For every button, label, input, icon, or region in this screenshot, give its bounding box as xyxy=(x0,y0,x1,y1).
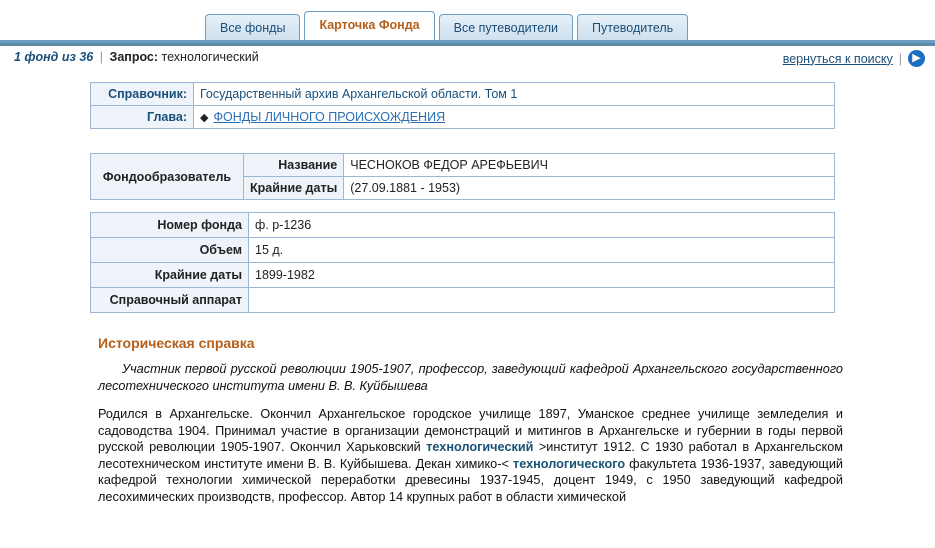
table-row xyxy=(91,263,835,288)
tab-list xyxy=(205,11,688,40)
table-row xyxy=(91,83,835,106)
tab-underline xyxy=(0,40,935,43)
reference-table xyxy=(90,82,835,129)
query-bar-right xyxy=(783,50,925,67)
historical-note-lead: Участник первой русской революции 1905-1907, профессор, заведующий кафедрой Архангельского государственного лесотехнического института имени В. В. Куйбышева xyxy=(98,362,843,393)
query-label: Запрос: xyxy=(109,50,159,64)
founder-dates-label: Крайние даты xyxy=(244,177,344,200)
extreme-dates-value: 1899-1982 xyxy=(249,263,835,288)
chapter-cell xyxy=(194,106,835,129)
founder-block-label: Фондообразователь xyxy=(91,154,244,200)
hist-highlight-2: технологического xyxy=(512,456,626,471)
historical-note-text xyxy=(98,406,843,505)
content-area xyxy=(0,72,935,505)
result-count: 1 фонд из 36 xyxy=(14,50,94,64)
table-row xyxy=(91,154,835,177)
hist-text-3: факультета 1936-1937, заведующий кафедрой технологии химической переработки древесины 1937-1945, доцент 1949, с 1950 заведующий кафедрой лесохимических производств, профессор. Автор 14 крупных работ в области химической xyxy=(98,456,844,504)
fund-number-label: Номер фонда xyxy=(91,213,249,238)
query-bar xyxy=(0,46,935,72)
finding-aid-label: Справочный аппарат xyxy=(91,288,249,313)
query-separator: | xyxy=(99,50,103,64)
spacer xyxy=(90,129,885,153)
volume-value: 15 д. xyxy=(249,238,835,263)
hist-highlight-1: технологический xyxy=(426,440,534,454)
tab-bar xyxy=(0,0,935,46)
tab-all-funds[interactable]: Все фонды xyxy=(205,14,300,40)
guide-label: Справочник: xyxy=(91,83,194,106)
table-row xyxy=(91,238,835,263)
extreme-dates-label: Крайние даты xyxy=(91,263,249,288)
table-row xyxy=(91,106,835,129)
founder-name-value: ЧЕСНОКОВ ФЕДОР АРЕФЬЕВИЧ xyxy=(344,154,835,177)
back-to-search-link[interactable]: вернуться к поиску xyxy=(782,51,893,66)
fund-number-value: ф. р-1236 xyxy=(249,213,835,238)
table-row xyxy=(91,213,835,238)
tab-fund-card[interactable]: Карточка Фонда xyxy=(304,11,434,40)
query-value: технологический xyxy=(161,50,259,64)
founder-dates-value: (27.09.1881 - 1953) xyxy=(344,177,835,200)
guide-value: Государственный архив Архангельской области. Том 1 xyxy=(194,83,835,106)
volume-label: Объем xyxy=(91,238,249,263)
fund-properties-table xyxy=(90,212,835,313)
chapter-link[interactable]: ФОНДЫ ЛИЧНОГО ПРОИСХОЖДЕНИЯ xyxy=(213,110,446,124)
founder-name-label: Название xyxy=(244,154,344,177)
chapter-label: Глава: xyxy=(91,106,194,129)
finding-aid-value xyxy=(249,288,835,313)
right-separator: | xyxy=(898,51,902,66)
tab-guide[interactable]: Путеводитель xyxy=(577,14,688,40)
historical-note-title: Историческая справка xyxy=(98,335,255,351)
tab-all-guides[interactable]: Все путеводители xyxy=(439,14,573,40)
diamond-bullet-icon: ◆ xyxy=(200,112,209,124)
founder-table xyxy=(90,153,835,200)
table-row xyxy=(91,288,835,313)
historical-note-body xyxy=(98,361,843,505)
hist-text-1: Родился в Архангельске. Окончил Архангельское городское училище 1897, Уманское среднее училище земледелия и садоводства 1904. Принимал участие в организации демонстраций и митингов в Архангельске и губернии в годы первой русской революции 1905-1907. Окончил Харьковский xyxy=(98,407,843,454)
next-arrow-icon[interactable]: ▶ xyxy=(908,50,925,67)
spacer xyxy=(90,200,885,212)
hist-text-2: >институт 1912. С 1930 работал в Архангельском лесотехническом институте имени В. В. Куйбышева. Декан химико-< xyxy=(98,440,843,471)
